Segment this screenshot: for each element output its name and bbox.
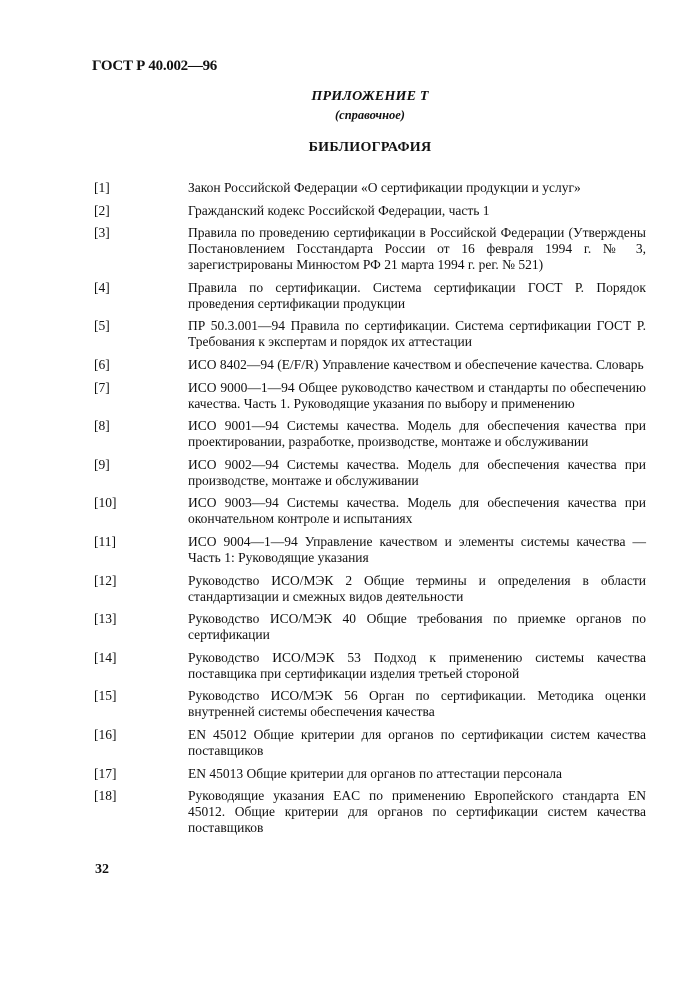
bibliography-entry	[94, 418, 646, 450]
appendix-title: ПРИЛОЖЕНИЕ Т	[311, 89, 429, 104]
entry-text: Руководство ИСО/МЭК 2 Общие термины и определения в области стандартизации и смежных видов деятельности	[188, 572, 646, 604]
entry-number: [3]	[94, 225, 110, 241]
entry-text: EN 45012 Общие критерии для органов по сертификации систем качества поставщиков	[188, 726, 646, 758]
entry-text: Закон Российской Федерации «О сертификации продукции и услуг»	[188, 180, 581, 195]
entry-text: ИСО 8402—94 (E/F/R) Управление качеством и обеспечение качества. Словарь	[188, 356, 644, 372]
bibliography-entry	[94, 203, 646, 219]
entry-text: Руководство ИСО/МЭК 56 Орган по сертификации. Методика оценки внутренней системы обеспечения качества	[188, 688, 646, 720]
bibliography-entry	[94, 457, 646, 489]
entry-number: [16]	[94, 726, 117, 742]
entry-text: ИСО 9004—1—94 Управление качеством и элементы системы качества — Часть 1: Руководящие указания	[188, 533, 646, 565]
entry-number: [15]	[94, 688, 117, 704]
bibliography-entry	[94, 495, 646, 527]
entry-number: [9]	[94, 456, 110, 472]
bibliography-list	[94, 180, 646, 843]
entry-text: ИСО 9003—94 Системы качества. Модель для обеспечения качества при окончательном контроле и испытаниях	[188, 495, 646, 527]
entry-text: Правила по проведению сертификации в Российской Федерации (Утверждены Постановлением Госстандарта России от 16 февраля 1994 г. № 3, зарегистрированы Минюстом РФ 21 марта 1994 г. рег. № 521)	[188, 225, 646, 273]
bibliography-entry	[94, 766, 646, 782]
bibliography-entry	[94, 280, 646, 312]
entry-number: [12]	[94, 572, 117, 588]
entry-number: [2]	[94, 202, 110, 218]
bibliography-entry	[94, 611, 646, 643]
entry-number: [18]	[94, 788, 117, 804]
page-number: 32	[95, 862, 109, 877]
entry-number: [4]	[94, 279, 110, 295]
bibliography-entry	[94, 318, 646, 350]
document-code-header: ГОСТ Р 40.002—96	[92, 58, 217, 74]
bibliography-entry	[94, 380, 646, 412]
entry-text: Правила по сертификации. Система сертификации ГОСТ Р. Порядок проведения сертификации продукции	[188, 279, 646, 311]
entry-text: ПР 50.3.001—94 Правила по сертификации. Система сертификации ГОСТ Р. Требования к экспертам и порядок их аттестации	[188, 318, 646, 350]
entry-number: [1]	[94, 180, 110, 195]
entry-text: ИСО 9001—94 Системы качества. Модель для обеспечения качества при проектировании, разработке, производстве, монтаже и обслуживании	[188, 418, 646, 450]
entry-number: [17]	[94, 765, 117, 781]
bibliography-entry	[94, 788, 646, 836]
entry-text: ИСО 9002—94 Системы качества. Модель для обеспечения качества при производстве, монтаже и обслуживании	[188, 456, 646, 488]
bibliography-entry	[94, 357, 646, 373]
bibliography-entry	[94, 727, 646, 759]
entry-text: EN 45013 Общие критерии для органов по аттестации персонала	[188, 765, 563, 781]
entry-number: [8]	[94, 418, 110, 434]
bibliography-entry	[94, 534, 646, 566]
entry-number: [5]	[94, 318, 110, 334]
appendix-subtitle: (справочное)	[335, 108, 405, 122]
entry-number: [10]	[94, 495, 117, 511]
bibliography-entry	[94, 688, 646, 720]
entry-text: Гражданский кодекс Российской Федерации, часть 1	[188, 202, 490, 218]
bibliography-entry	[94, 225, 646, 273]
entry-text: ИСО 9000—1—94 Общее руководство качеством и стандарты по обеспечению качества. Часть 1. Руководящие указания по выбору и применению	[188, 379, 646, 411]
entry-number: [6]	[94, 356, 110, 372]
entry-number: [13]	[94, 611, 117, 627]
entry-text: Руководящие указания EAC по применению Европейского стандарта EN 45012. Общие критерии для органов по сертификации систем качества поставщиков	[188, 788, 646, 836]
bibliography-entry	[94, 650, 646, 682]
entry-number: [11]	[94, 533, 116, 549]
entry-text: Руководство ИСО/МЭК 40 Общие требования по приемке органов по сертификации	[188, 611, 646, 643]
entry-text: Руководство ИСО/МЭК 53 Подход к применению системы качества поставщика при сертификации изделия третьей стороной	[188, 649, 646, 681]
bibliography-entry	[94, 180, 646, 196]
entry-number: [7]	[94, 379, 110, 395]
bibliography-entry	[94, 573, 646, 605]
section-title: БИБЛИОГРАФИЯ	[308, 140, 432, 155]
entry-number: [14]	[94, 649, 117, 665]
